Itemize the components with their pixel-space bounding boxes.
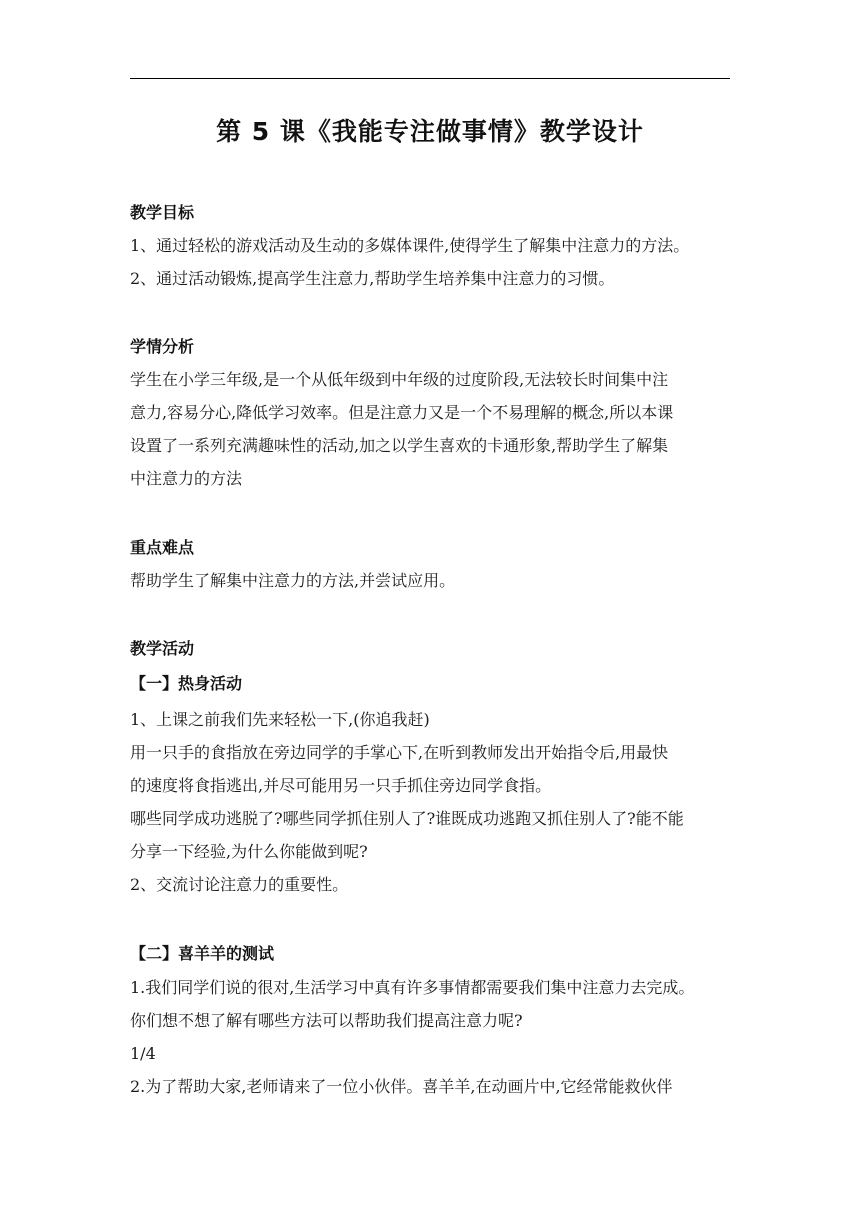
- objective-item: 2、通过活动锻炼,提高学生注意力,帮助学生培养集中注意力的习惯。: [130, 269, 615, 288]
- analysis-line: 意力,容易分心,降低学习效率。但是注意力又是一个不易理解的概念,所以本课: [130, 403, 674, 422]
- analysis-line: 设置了一系列充满趣味性的活动,加之以学生喜欢的卡通形象,帮助学生了解集: [130, 436, 669, 455]
- warmup-line: 1、上课之前我们先来轻松一下,(你追我赶): [130, 710, 430, 729]
- header-rule: [130, 78, 730, 79]
- analysis-paragraph: [130, 363, 734, 495]
- objective-item: 1、通过轻松的游戏活动及生动的多媒体课件,使得学生了解集中注意力的方法。: [130, 236, 690, 255]
- subsection-heading-warmup: 【一】热身活动: [130, 674, 243, 693]
- warmup-line: 的速度将食指逃出,并尽可能用另一只手抓住旁边同学食指。: [130, 776, 552, 795]
- warmup-line: 分享一下经验,为什么你能做到呢?: [130, 842, 368, 861]
- warmup-line: 2、交流讨论注意力的重要性。: [130, 875, 349, 894]
- section-heading-objectives: 教学目标: [130, 203, 195, 222]
- objectives-list: [130, 229, 734, 295]
- page-number: 1/4: [130, 1044, 156, 1063]
- section-heading-activities: 教学活动: [130, 639, 195, 658]
- warmup-line: 哪些同学成功逃脱了?哪些同学抓住别人了?谁既成功逃跑又抓住别人了?能不能: [130, 809, 684, 828]
- subsection-heading-test: 【二】喜羊羊的测试: [130, 944, 275, 963]
- key-points-text: [130, 564, 734, 597]
- test-line: 1.我们同学们说的很对,生活学习中真有许多事情都需要我们集中注意力去完成。: [130, 978, 695, 997]
- analysis-line: 中注意力的方法: [130, 469, 243, 488]
- warmup-content: [130, 703, 734, 901]
- test-line: 2.为了帮助大家,老师请来了一位小伙伴。喜羊羊,在动画片中,它经常能救伙伴: [130, 1077, 673, 1096]
- analysis-line: 学生在小学三年级,是一个从低年级到中年级的过度阶段,无法较长时间集中注: [130, 370, 669, 389]
- test-line: 你们想不想了解有哪些方法可以帮助我们提高注意力呢?: [130, 1011, 523, 1030]
- key-points-line: 帮助学生了解集中注意力的方法,并尝试应用。: [130, 571, 456, 590]
- section-heading-analysis: 学情分析: [130, 337, 195, 356]
- test-content: [130, 971, 734, 1103]
- document-title: 第 5 课《我能专注做事情》教学设计: [216, 117, 644, 146]
- warmup-line: 用一只手的食指放在旁边同学的手掌心下,在听到教师发出开始指令后,用最快: [130, 743, 669, 762]
- section-heading-key-points: 重点难点: [130, 538, 195, 557]
